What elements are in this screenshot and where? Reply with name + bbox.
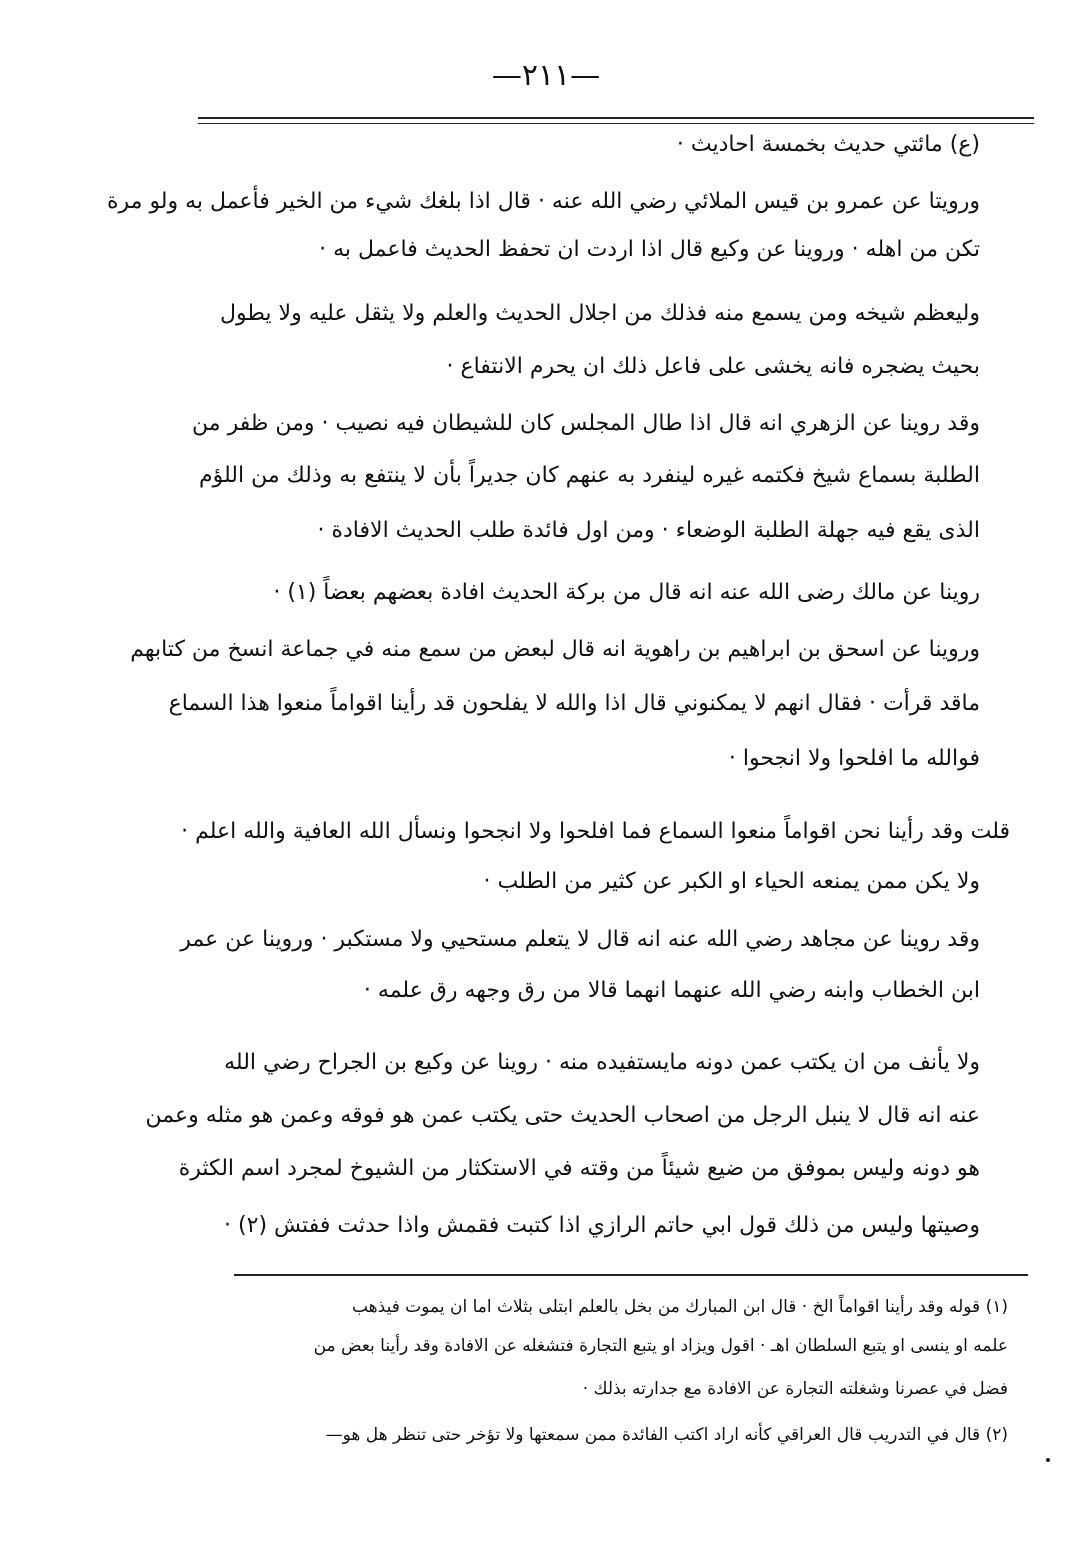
body-line-7: الطلبة بسماع شيخ فكتمه غيره لينفرد به عنهم كان جديراً بأن لا ينتفع به وذلك من اللؤم	[199, 463, 980, 488]
footnote-separator	[234, 1274, 1028, 1276]
body-line-20: وصيتها وليس من ذلك قول ابي حاتم الرازي اذا كتبت فقمش واذا حدثت ففتش (٢) ·	[224, 1213, 980, 1238]
body-line-2: ورويتا عن عمرو بن قيس الملائي رضي الله عنه · قال اذا بلغك شيء من الخير فأعمل به ولو مرة	[107, 189, 980, 214]
body-line-1: (ع) مائتي حديث بخمسة احاديث ·	[676, 132, 980, 157]
body-line-14: ولا يكن ممن يمنعه الحياء او الكبر عن كثير من الطلب ·	[483, 869, 980, 894]
header-rule-thin	[198, 123, 1034, 124]
body-line-10: وروينا عن اسحق بن ابراهيم بن راهوية انه قال لبعض من سمع منه في جماعة انسخ من كتابهم	[130, 637, 980, 662]
body-line-17: ولا يأنف من ان يكتب عمن دونه مايستفيده منه · روينا عن وكيع بن الجراح رضي الله	[224, 1050, 980, 1075]
body-line-18: عنه انه قال لا ينبل الرجل من اصحاب الحديث حتى يكتب عمن هو فوقه وعمن هو مثله وعمن	[145, 1103, 980, 1128]
body-line-3: تكن من اهله · وروينا عن وكيع قال اذا اردت ان تحفظ الحديث فاعمل به ·	[319, 237, 980, 262]
body-line-19: هو دونه وليس بموفق من ضيع شيئاً من وقته في الاستكثار من الشيوخ لمجرد اسم الكثرة	[178, 1156, 980, 1181]
body-line-9: روينا عن مالك رضى الله عنه انه قال من بركة الحديث افادة بعضهم بعضاً (١) ·	[273, 580, 980, 605]
footnote-line-4: (٢) قال في التدريب قال العراقي كأنه اراد اكتب الفائدة ممن سمعتها ولا تؤخر حتى تنظر هل هو—	[325, 1425, 1008, 1445]
page-number: —٢١١—	[491, 58, 601, 93]
body-line-16: ابن الخطاب وابنه رضي الله عنهما انهما قالا من رق وجهه رق علمه ·	[363, 978, 980, 1003]
body-line-12: فوالله ما افلحوا ولا انجحوا ·	[728, 746, 980, 771]
body-line-4: وليعظم شيخه ومن يسمع منه فذلك من اجلال الحديث والعلم ولا يثقل عليه ولا يطول	[220, 301, 980, 326]
footnote-line-1: (١) قوله وقد رأينا اقواماً الخ · قال ابن المبارك من بخل بالعلم ابتلى بثلاث اما ان يموت فيذهب	[351, 1297, 1008, 1317]
body-line-8: الذى يقع فيه جهلة الطلبة الوضعاء · ومن اول فائدة طلب الحديث الافادة ·	[317, 518, 980, 543]
body-line-13: قلت وقد رأينا نحن اقواماً منعوا السماع فما افلحوا ولا انجحوا ونسأل الله العافية والله اعلم ·	[181, 819, 1010, 844]
body-line-15: وقد روينا عن مجاهد رضي الله عنه انه قال لا يتعلم مستحيي ولا مستكبر · وروينا عن عمر	[180, 927, 980, 952]
body-line-5: بحيث يضجره فانه يخشى على فاعل ذلك ان يحرم الانتفاع ·	[446, 354, 980, 379]
body-line-11: ماقد قرأت · فقال انهم لا يمكنوني قال اذا والله لا يفلحون قد رأينا اقواماً منعوا هذا السماع	[168, 691, 980, 716]
body-line-6: وقد روينا عن الزهري انه قال اذا طال المجلس كان للشيطان فيه نصيب · ومن ظفر من	[192, 411, 980, 436]
margin-dot	[1046, 1458, 1050, 1462]
footnote-line-3: فضل في عصرنا وشغلته التجارة عن الافادة مع جدارته بذلك ·	[582, 1379, 1008, 1399]
header-rule	[198, 117, 1034, 119]
footnote-line-2: علمه او ينسى او يتبع السلطان اهـ · اقول ويزاد او يتبع التجارة فتشغله عن الافادة وقد رأينا بعض من	[313, 1336, 1008, 1356]
